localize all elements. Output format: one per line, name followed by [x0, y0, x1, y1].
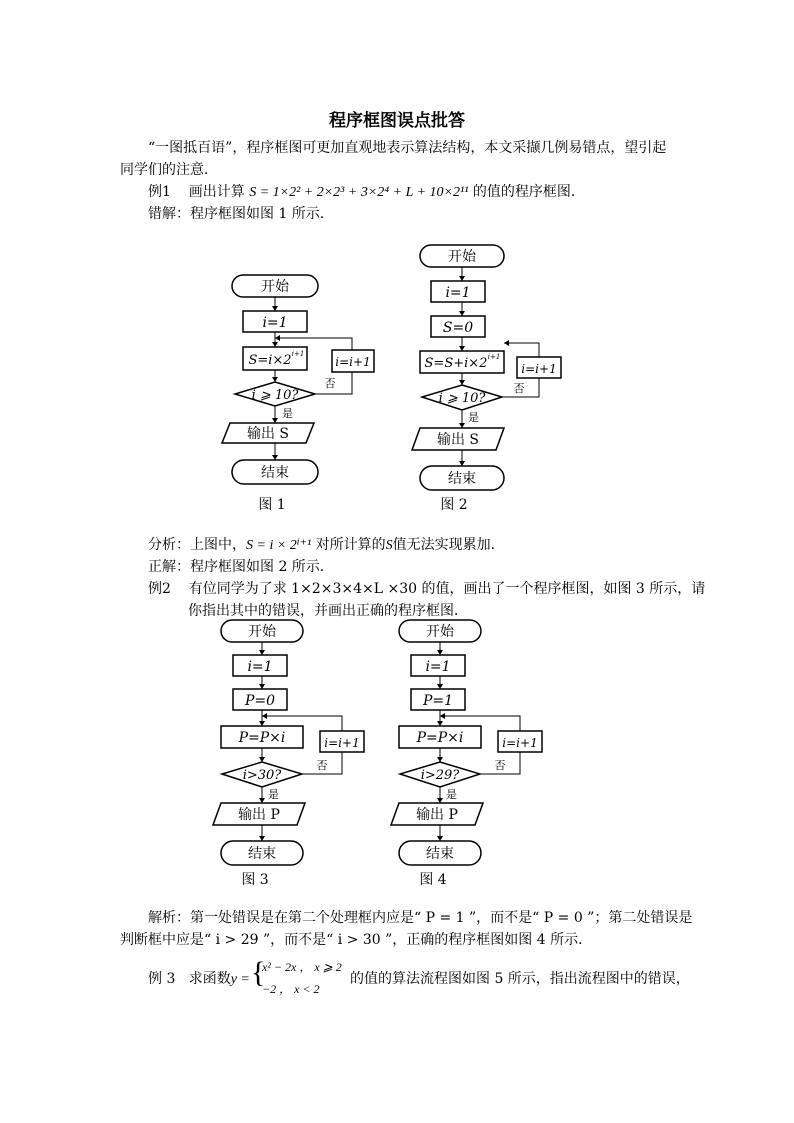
init-p-label: P=1 [422, 693, 454, 709]
example-1-formula: S = 1×2² + 2×2³ + 3×2⁴ + L + 10×2¹¹ [249, 185, 469, 200]
example-2-text: 有位同学为了求 1×2×3×4×L ×30 的值，画出了一个程序框图，如图 3 所示，请 [188, 581, 706, 597]
yes-label: 是 [268, 788, 279, 801]
output-label: 输出 P [416, 807, 458, 823]
example-1-line [148, 183, 585, 202]
piecewise-case-1: x² − 2x ， x ⩾ 2 [262, 960, 342, 974]
analysis-mid: 对所计算的 [315, 537, 386, 553]
start-label: 开始 [248, 624, 276, 640]
example-1-suffix: 的值的程序框图． [472, 184, 585, 200]
example-1-analysis [148, 536, 505, 555]
flowchart-figure-4 [383, 614, 553, 894]
decision-label: i>30? [242, 768, 282, 783]
start-label: 开始 [261, 279, 289, 295]
end-label: 结束 [261, 465, 289, 481]
intro-line-1: “一图抵百语”，程序框图可更加直观地表示算法结构，本文采撷几例易错点，望引起 [148, 140, 667, 156]
figure-caption: 图 3 [241, 872, 269, 888]
flowchart-figure-1 [218, 268, 388, 518]
no-label: 否 [494, 759, 506, 772]
process-exponent: i+1 [487, 353, 501, 361]
page-title: 程序框图误点批答 [329, 111, 465, 131]
init-i-label: i=1 [262, 315, 288, 331]
analysis-prefix: 分析：上图中， [148, 537, 246, 553]
figure-caption: 图 4 [419, 872, 447, 888]
increment-label: i=i+1 [521, 362, 557, 376]
example-1-wrong-solution: 错解：程序框图如图 1 所示． [148, 206, 334, 222]
figure-caption: 图 2 [440, 497, 468, 513]
flowchart-figure-2 [404, 240, 584, 520]
increment-label: i=i+1 [335, 355, 371, 369]
process-label: P=P×i [238, 730, 286, 746]
example-3-y: y = [230, 972, 250, 987]
example-2-line-2: 你指出其中的错误，并画出正确的程序框图． [188, 603, 468, 619]
analysis-formula: S = i × 2ⁱ⁺¹ [246, 538, 312, 553]
example-2-analysis-line-1: 解析：第一处错误是在第二个处理框内应是“ P = 1 ”，而不是“ P = 0 ”；第二处错误是 [148, 910, 693, 926]
example-1-correct-solution: 正解：程序框图如图 2 所示． [148, 559, 334, 575]
increment-label: i=i+1 [502, 736, 538, 750]
figure-caption: 图 1 [258, 497, 286, 513]
example-2-line-1 [148, 580, 705, 598]
decision-label: i>29? [420, 768, 460, 783]
yes-label: 是 [282, 407, 293, 420]
decision-label: i ⩾ 10? [438, 391, 486, 406]
example-3-prefix: 求函数 [188, 971, 231, 987]
example-3-label: 例 3 [148, 971, 176, 987]
output-label: 输出 S [436, 432, 480, 448]
process-exponent: i+1 [291, 350, 305, 358]
end-label: 结束 [426, 846, 454, 862]
start-label: 开始 [426, 624, 454, 640]
process-label: S=S+i×2 [424, 356, 488, 371]
init-p-label: P=0 [244, 693, 276, 709]
no-label: 否 [316, 759, 328, 772]
yes-label: 是 [468, 411, 479, 424]
end-label: 结束 [248, 846, 276, 862]
decision-label: i ⩾ 10? [251, 388, 299, 403]
analysis-suffix: 值无法实现累加． [392, 537, 505, 553]
example-2-analysis-line-2: 判断框中应是“ i > 29 ”，而不是“ i > 30 ”，正确的程序框图如图 4 所示． [120, 932, 593, 948]
output-label: 输出 S [246, 426, 290, 442]
no-label: 否 [513, 382, 525, 395]
init-i-label: i=1 [247, 659, 273, 675]
example-1-prefix: 画出计算 [188, 184, 245, 200]
piecewise-brace: { [251, 956, 266, 989]
increment-label: i=i+1 [324, 736, 360, 750]
start-label: 开始 [448, 249, 476, 265]
init-i-label: i=1 [425, 659, 451, 675]
no-label: 否 [324, 377, 336, 390]
init-s-label: S=0 [442, 320, 474, 336]
end-label: 结束 [448, 471, 476, 487]
piecewise-case-2: −2 ， x < 2 [262, 982, 320, 996]
init-i-label: i=1 [445, 285, 471, 301]
example-3-label-line [148, 970, 250, 989]
example-1-label: 例1 [148, 184, 171, 200]
yes-label: 是 [446, 788, 457, 801]
output-label: 输出 P [238, 807, 280, 823]
example-2-label: 例2 [148, 581, 171, 597]
process-label: S=i×2 [248, 353, 292, 368]
analysis-s: S [385, 538, 393, 553]
example-3-suffix: 的值的算法流程图如图 5 所示，指出流程图中的错误， [350, 971, 690, 987]
intro-line-2: 同学们的注意． [120, 162, 218, 178]
process-label: P=P×i [416, 730, 464, 746]
flowchart-figure-3 [205, 614, 375, 894]
